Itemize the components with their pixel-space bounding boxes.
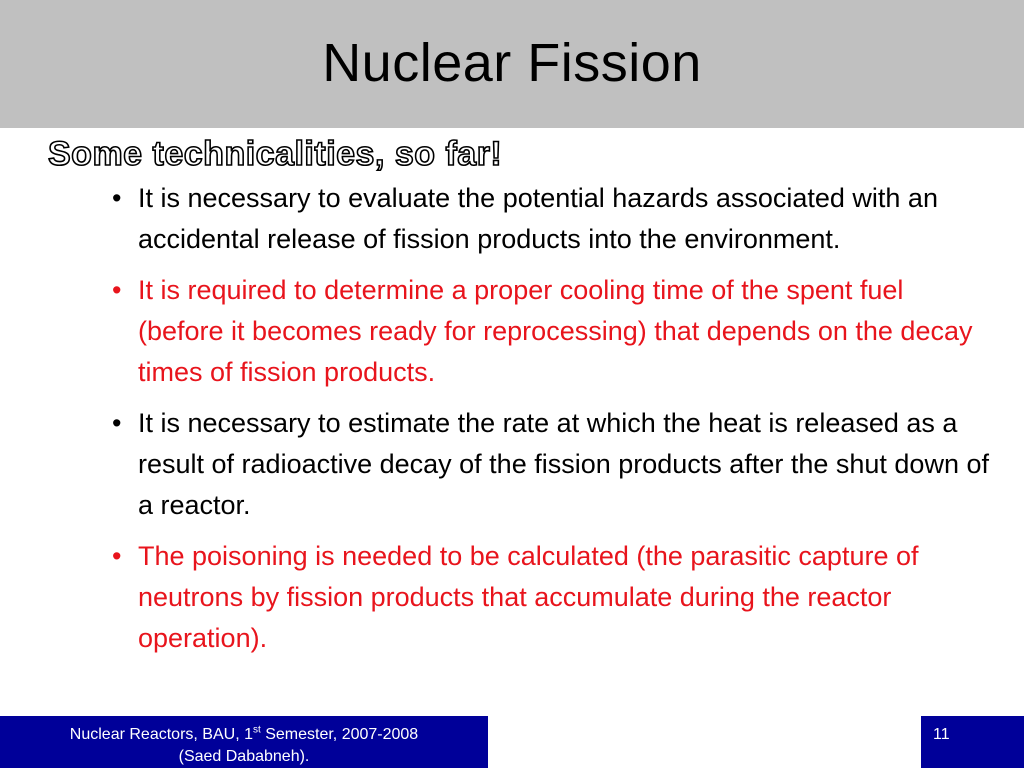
bullet-text: It is necessary to estimate the rate at which the heat is released as a result of radioactive decay of the fission products after the shut down of a reactor. bbox=[138, 408, 989, 520]
footer-course-prefix: Nuclear Reactors, BAU, 1 bbox=[69, 726, 253, 743]
footer-course-sup: st bbox=[252, 724, 261, 736]
footer-page-number-box bbox=[921, 716, 1024, 768]
footer-course-info bbox=[0, 716, 488, 768]
bullet-dot: • bbox=[112, 183, 122, 213]
footer-course-suffix: Semester, 2007-2008 bbox=[260, 726, 419, 743]
footer-course-line bbox=[0, 724, 488, 746]
bullet-dot: • bbox=[112, 275, 122, 305]
bullet-dot: • bbox=[112, 408, 122, 438]
bullet-list bbox=[110, 178, 990, 669]
bullet-text: It is required to determine a proper cooling time of the spent fuel (before it becomes ready for reprocessing) that depends on the decay times of fission products. bbox=[138, 275, 973, 387]
bullet-item bbox=[110, 270, 990, 393]
slide-subtitle: Some technicalities, so far! bbox=[48, 135, 503, 173]
bullet-item bbox=[110, 403, 990, 526]
bullet-item bbox=[110, 536, 990, 659]
footer-author: (Saed Dababneh). bbox=[178, 748, 310, 765]
bullet-text: It is necessary to evaluate the potential hazards associated with an accidental release of fission products into the environment. bbox=[138, 183, 938, 254]
bullet-text: The poisoning is needed to be calculated (the parasitic capture of neutrons by fission products that accumulate during the reactor operation). bbox=[138, 541, 919, 653]
bullet-dot: • bbox=[112, 541, 122, 571]
bullet-item bbox=[110, 178, 990, 260]
page-number: 11 bbox=[933, 726, 950, 743]
title-bar bbox=[0, 0, 1024, 128]
slide-title: Nuclear Fission bbox=[322, 33, 702, 93]
